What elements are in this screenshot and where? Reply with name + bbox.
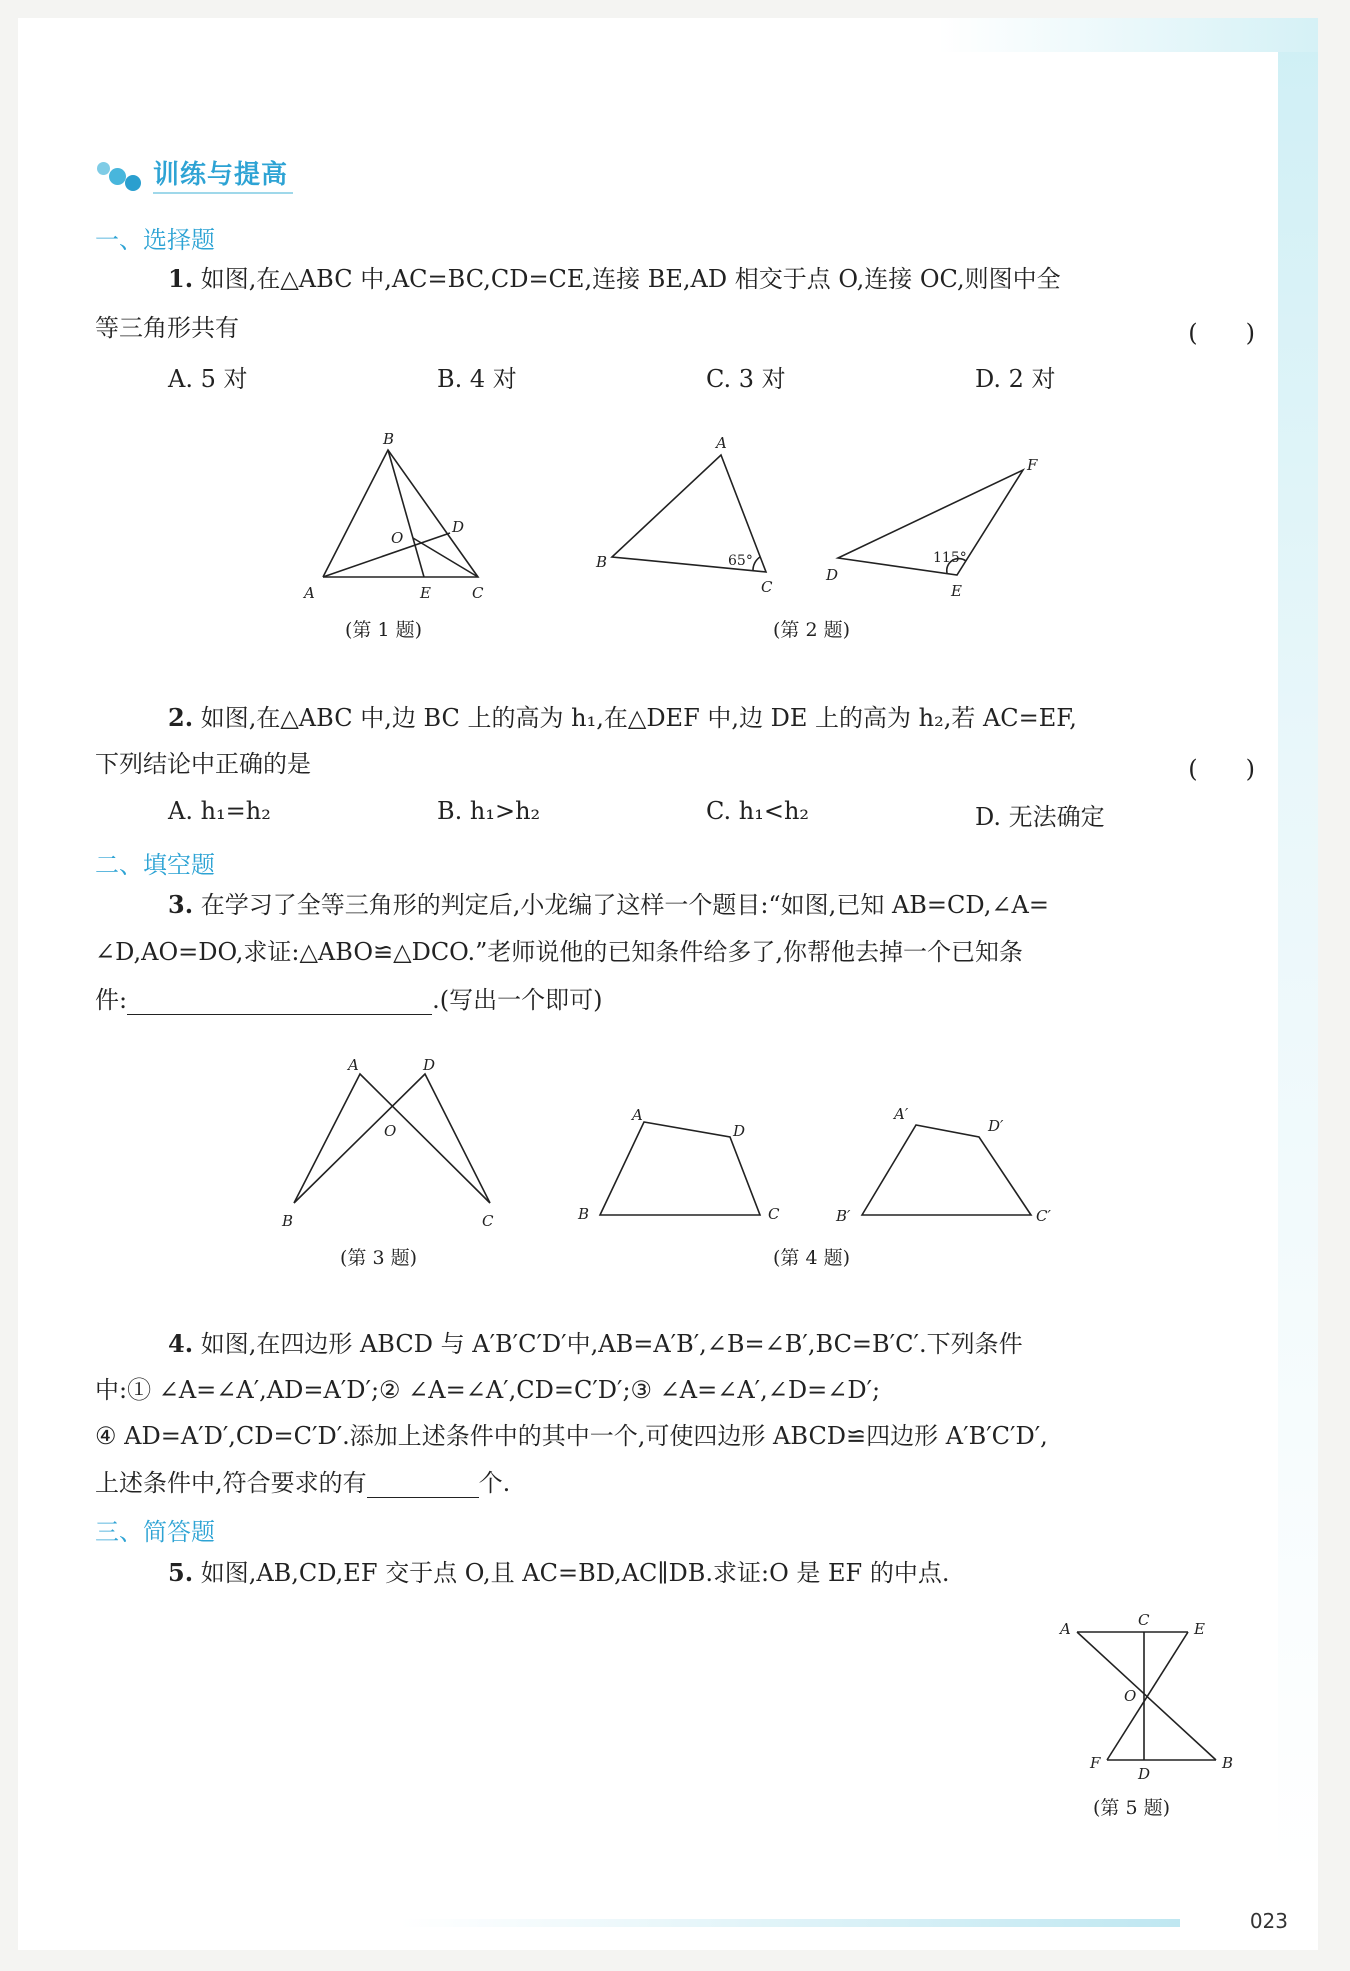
q4-text-line1: 如图,在四边形 ABCD 与 A′B′C′D′中,AB=A′B′,∠B=∠B′,BC=B′C′.下列条件 [200,1330,1023,1358]
q2-answer-paren: ( ) [1188,755,1255,783]
fig4-label-d-prime: D′ [988,1117,1004,1135]
q4-line1 [168,1329,1023,1359]
fig2-label-f: F [1027,456,1038,474]
q4-answer-blank[interactable] [367,1471,479,1498]
header-title: 训练与提高 [153,160,289,190]
q4-number: 4. [168,1329,194,1358]
figure-1 [290,420,510,610]
dot-icon [97,162,110,175]
q1-option-c: C. 3 对 [706,365,786,393]
q1-option-d: D. 2 对 [975,365,1056,393]
q4-text-line3: ④ AD=A′D′,CD=C′D′.添加上述条件中的其中一个,可使四边形 ABCD≌四边形 A′B′C′D′, [95,1422,1048,1450]
fig3-label-c: C [482,1212,494,1230]
fig1-segment-be [388,450,424,577]
q5-number: 5. [168,1558,194,1587]
q3-line1 [168,890,1049,920]
fig4-label-a: A [632,1106,643,1124]
fig2-triangle-def [838,470,1023,575]
q5-line1 [168,1558,949,1588]
fig5-label-c: C [1138,1611,1150,1629]
fig4-label-b-prime: B′ [836,1207,851,1225]
fig2-label-c: C [761,578,773,596]
fig1-label-b: B [383,430,395,448]
dot-icon [109,168,126,185]
q2-line1 [168,703,1077,733]
figure-5 [1050,1605,1250,1785]
q2-option-d: D. 无法确定 [975,803,1105,831]
fig2-label-a: A [716,434,727,452]
q2-number: 2. [168,703,194,732]
header-underline [153,192,293,194]
fig1-label-o: O [391,529,404,547]
q3-answer-blank[interactable] [127,988,432,1015]
q2-text-line1: 如图,在△ABC 中,边 BC 上的高为 h₁,在△DEF 中,边 DE 上的高为 h₂,若 AC=EF, [200,704,1077,732]
q3-number: 3. [168,890,194,919]
fig4-caption: (第 4 题) [773,1247,850,1269]
fig4-quad-a2b2c2d2 [862,1125,1031,1215]
fig2-angle-c-arc [753,557,760,571]
q1-line1 [168,264,1061,294]
fig4-label-b: B [578,1205,590,1223]
q1-option-a: A. 5 对 [168,365,248,393]
q2-text-line2: 下列结论中正确的是 [95,750,311,778]
fig1-label-e: E [420,584,431,602]
fig2-angle-e-label: 115° [933,550,967,566]
q1-number: 1. [168,264,194,293]
q4-text-line4-prefix: 上述条件中,符合要求的有 [95,1469,367,1497]
fig3-caption: (第 3 题) [340,1247,417,1269]
fig5-segment-ef [1107,1632,1188,1760]
q2-option-a: A. h₁=h₂ [168,797,271,825]
fig2-caption: (第 2 题) [773,619,850,641]
fig5-label-b: B [1222,1754,1234,1772]
fig5-label-o: O [1124,1687,1137,1705]
q1-answer-paren: ( ) [1188,319,1255,347]
figure-2 [590,430,1060,605]
fig2-angle-c-label: 65° [728,553,753,569]
fig5-caption: (第 5 题) [1093,1797,1170,1819]
q2-option-b: B. h₁>h₂ [437,797,541,825]
q3-line3 [95,985,602,1015]
fig5-label-d: D [1138,1765,1151,1783]
fig5-label-a: A [1060,1620,1071,1638]
fig2-label-b: B [596,553,608,571]
fig4-label-a-prime: A′ [894,1105,909,1123]
page-number: 023 [1249,1909,1288,1933]
fig5-label-e: E [1194,1620,1205,1638]
section-heading-fill: 二、填空题 [95,851,215,879]
fig5-segment-ab [1077,1632,1216,1760]
fig1-triangle-abc [323,450,478,577]
section-heading-choice: 一、选择题 [95,226,215,254]
q1-text-line2: 等三角形共有 [95,314,239,342]
fig3-label-a: A [348,1056,359,1074]
fig3-label-d: D [423,1056,436,1074]
fig1-label-d: D [452,518,465,536]
fig3-label-b: B [282,1212,294,1230]
dot-icon [125,175,141,191]
q4-line4 [95,1468,510,1498]
q5-text-line1: 如图,AB,CD,EF 交于点 O,且 AC=BD,AC∥DB.求证:O 是 EF 的中点. [200,1559,950,1587]
top-decoration-strip [938,18,1318,52]
fig4-label-d: D [733,1122,746,1140]
q3-text-line2: ∠D,AO=DO,求证:△ABO≌△DCO.”老师说他的已知条件给多了,你帮他去掉一个已知条 [95,938,1023,966]
figure-3 [270,1050,510,1240]
q3-text-line3-suffix: .(写出一个即可) [432,986,603,1014]
fig2-label-d: D [826,566,839,584]
fig1-caption: (第 1 题) [345,619,422,641]
q3-text-line1: 在学习了全等三角形的判定后,小龙编了这样一个题目:“如图,已知 AB=CD,∠A= [200,891,1049,919]
q2-option-c: C. h₁<h₂ [706,797,810,825]
section-header [95,138,395,198]
section-heading-answer: 三、简答题 [95,1518,215,1546]
fig4-label-c: C [768,1205,780,1223]
fig4-label-c-prime: C′ [1036,1207,1051,1225]
fig5-label-f: F [1090,1754,1101,1772]
q1-text-line1: 如图,在△ABC 中,AC=BC,CD=CE,连接 BE,AD 相交于点 O,连接 OC,则图中全 [200,265,1061,293]
fig3-label-o: O [384,1122,397,1140]
side-decoration-strip [1278,18,1318,1878]
footer-decoration-bar [400,1919,1180,1927]
q3-text-line3-prefix: 件: [95,986,128,1014]
q4-text-line2: 中:① ∠A=∠A′,AD=A′D′;② ∠A=∠A′,CD=C′D′;③ ∠A=∠A′,∠D=∠D′; [95,1376,881,1404]
fig2-label-e: E [951,582,962,600]
fig1-label-a: A [304,584,315,602]
q4-text-line4-suffix: 个. [478,1469,511,1497]
q1-option-b: B. 4 对 [437,365,517,393]
figure-4 [570,1095,1070,1235]
fig1-label-c: C [472,584,484,602]
